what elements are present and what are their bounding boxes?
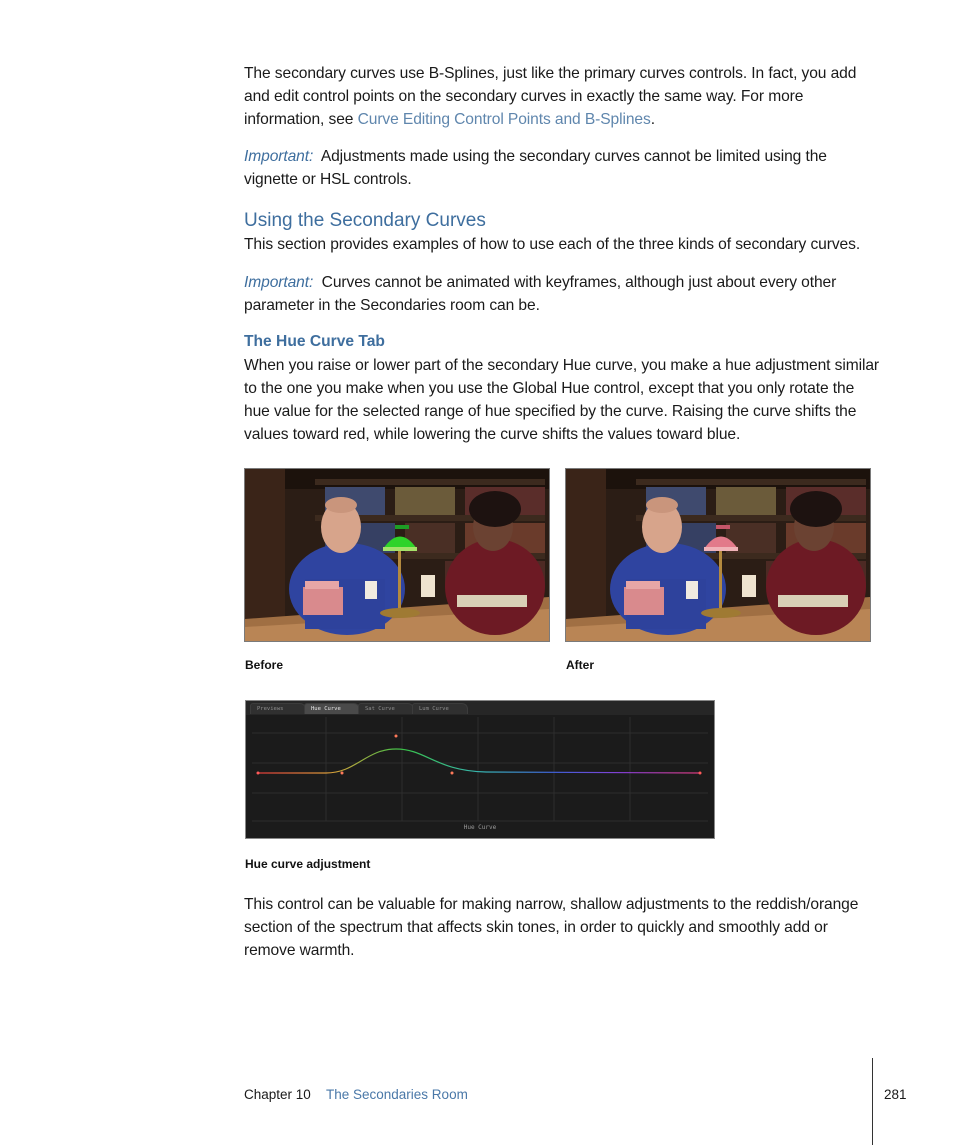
section-heading: Using the Secondary Curves [244,210,486,231]
before-caption: Before [245,658,284,672]
important-text: Adjustments made using the secondary curves cannot be limited using the vignette or HSL controls. [244,148,827,188]
footer-divider [872,1058,873,1145]
important-label: Important: [244,274,314,291]
after-caption: After [566,658,595,672]
subsection-heading: The Hue Curve Tab [244,333,385,350]
important-label: Important: [244,148,314,165]
after-scene [566,469,870,641]
important-note-1 [244,145,879,191]
control-point [341,772,344,775]
important-note-2 [244,271,879,317]
control-point [699,772,702,775]
control-point [451,772,454,775]
before-scene [245,469,549,641]
intro-text: The secondary curves use B-Splines, just like the primary curves controls. In fact, you add and edit control points on the secondary curves in exactly the same way. For more information, see [244,65,857,128]
subsection-body: When you raise or lower part of the secondary Hue curve, you make a hue adjustment similar to the one you make when you use the Global Hue control, except that you only rotate the hue value for the selected range of hue specified by the curve. Raising the curve shifts the values toward red, while lowering the curve shifts the values toward blue. [244,357,879,443]
intro-paragraph: The secondary curves use B-Splines, just like the primary curves controls. In fact, you add and edit control points on the secondary curves in exactly the same way. For more information, see Curve Editing Control Points and B-Splines. [244,65,857,128]
control-point [257,772,260,775]
after-image [565,468,871,642]
footer-chapter-title[interactable]: The Secondaries Room [326,1087,468,1102]
hue-curve-line [258,749,700,773]
section-intro: This section provides examples of how to use each of the three kinds of secondary curves. [244,236,861,253]
curve-label: Hue Curve [463,824,497,831]
tab-sat-curve[interactable]: Sat Curve [358,703,414,714]
curve-graph[interactable] [246,701,714,838]
tab-lum-curve[interactable]: Lum Curve [412,703,468,714]
tab-hue-curve[interactable]: Hue Curve [304,703,360,714]
footer-chapter: Chapter 10 [244,1087,311,1102]
curve-caption: Hue curve adjustment [245,857,371,871]
page-number: 281 [884,1087,907,1102]
closing-paragraph: This control can be valuable for making narrow, shallow adjustments to the reddish/orange section of the spectrum that affects skin tones, in order to quickly and smoothly add or remove warmth. [244,896,859,959]
curve-editing-link[interactable]: Curve Editing Control Points and B-Splines [357,111,651,128]
control-point [395,735,398,738]
before-image [244,468,550,642]
tab-previews[interactable]: Previews [250,703,306,714]
important-text: Curves cannot be animated with keyframes, although just about every other parameter in the Secondaries room can be. [244,274,837,314]
hue-curve-panel [245,700,715,839]
